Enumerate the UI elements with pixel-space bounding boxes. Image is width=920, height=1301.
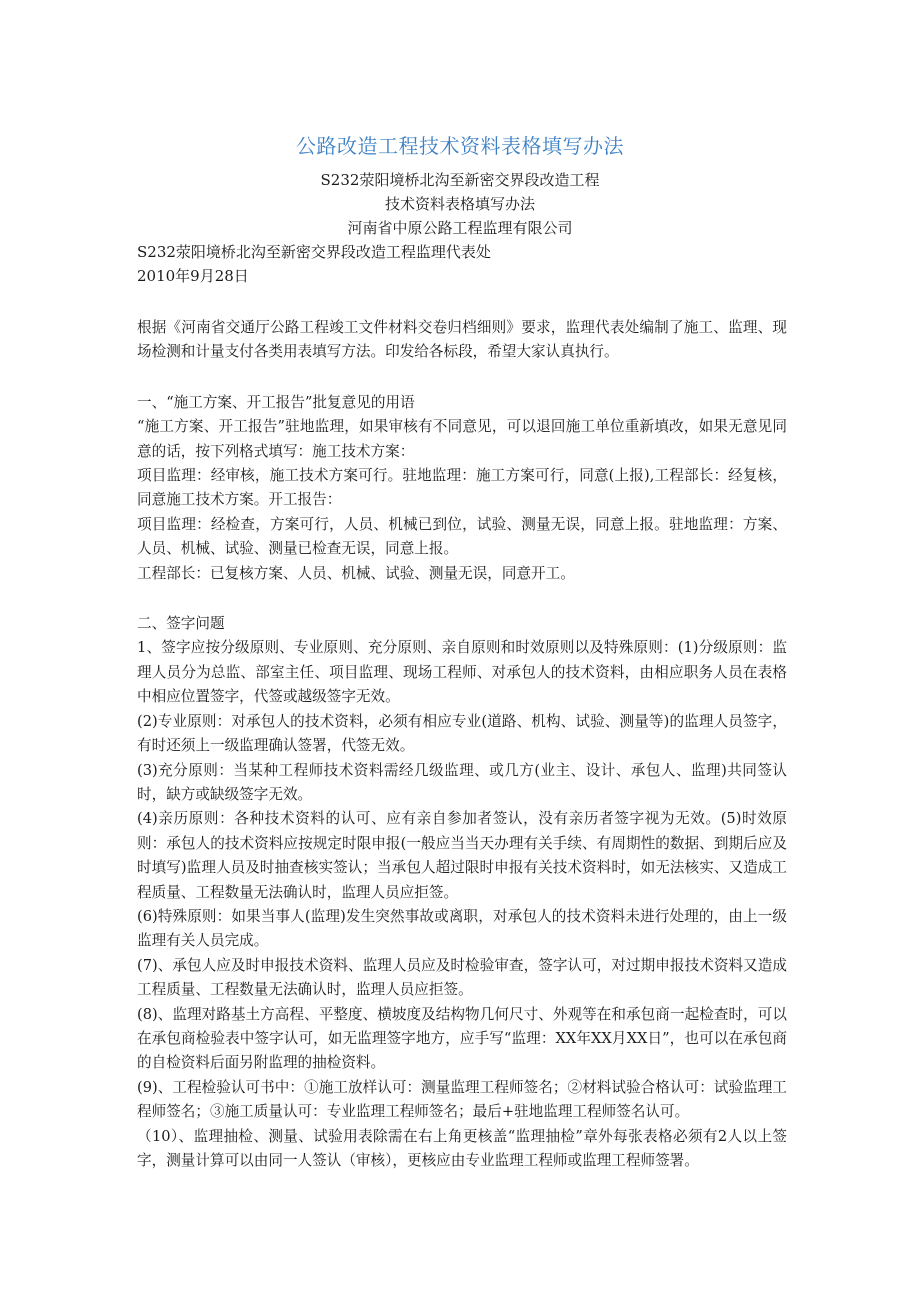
- section-2-item: （10）、监理抽检、测量、试验用表除需在右上角更核盖“监理抽检”章外每张表格必须有2人以上签字，测量计算可以由同一人签认（审核），更核应由专业监理工程师或监理工程师签署。: [137, 1127, 787, 1169]
- section-1-paragraph: 项目监理：经审核，施工技术方案可行。驻地监理：施工方案可行，同意(上报),工程部长：经复核，同意施工技术方案。开工报告：: [137, 467, 787, 509]
- section-2-item: (3)充分原则：当某种工程师技术资料需经几级监理、或几方(业主、设计、承包人、监理)共同签认时，缺方或缺级签字无效。: [137, 761, 787, 803]
- section-1-paragraph: 项目监理：经检查，方案可行，人员、机械已到位，试验、测量无误，同意上报。驻地监理：方案、人员、机械、试验、测量已检查无误，同意上报。: [137, 515, 787, 558]
- section-1-heading: 一、“施工方案、开工报告”批复意见的用语: [137, 393, 415, 411]
- document-date: 2010年9月28日: [137, 267, 249, 285]
- company-name: 河南省中原公路工程监理有限公司: [347, 219, 573, 237]
- office-name: S232荥阳境桥北沟至新密交界段改造工程监理代表处: [137, 243, 491, 261]
- section-2-heading: 二、签字问题: [137, 615, 225, 633]
- subtitle: 技术资料表格填写办法: [384, 195, 535, 213]
- section-2-item: 1、签字应按分级原则、专业原则、充分原则、亲自原则和时效原则以及特殊原则：(1)分级原则：监理人员分为总监、部室主任、项目监理、现场工程师、对承包人的技术资料，由相应职务人员在表格中相应位置签字，代签或越级签字无效。: [137, 639, 787, 706]
- section-2-item: (4)亲历原则：各种技术资料的认可、应有亲自参加者签认，没有亲历者签字视为无效。(5)时效原则：承包人的技术资料应按规定时限申报(一般应当当天办理有关手续、有周期性的数据、到期后应及时填写)监理人员及时抽查核实签认；当承包人超过限时申报有关技术资料时，如无法核实、又造成工程质量、工程数量无法确认时，监理人员应拒签。: [137, 810, 787, 901]
- section-2-item: (8)、监理对路基土方高程、平整度、横坡度及结构物几何尺寸、外观等在和承包商一起检查时，可以在承包商检验表中签字认可，如无监理签字地方，应手写“监理：XX年XX月XX日”，也可以在承包商的自检资料后面另附监理的抽检资料。: [137, 1005, 787, 1072]
- section-2-item: (9)、工程检验认可书中：①施工放样认可：测量监理工程师签名；②材料试验合格认可：试验监理工程师签名；③施工质量认可：专业监理工程师签名；最后+驻地监理工程师签名认可。: [137, 1078, 787, 1121]
- section-2-item: (7)、承包人应及时申报技术资料、监理人员应及时检验审查，签字认可，对过期申报技术资料又造成工程质量、工程数量无法确认时，监理人员应拒签。: [137, 956, 787, 999]
- project-name: S232荥阳境桥北沟至新密交界段改造工程: [320, 171, 600, 189]
- section-1-paragraph: “施工方案、开工报告”驻地监理，如果审核有不同意见，可以退回施工单位重新填改，如果无意见同意的话，按下列格式填写：施工技术方案：: [137, 418, 787, 460]
- section-2-item: (2)专业原则：对承包人的技术资料，必须有相应专业(道路、机构、试验、测量等)的监理人员签字，有时还须上一级监理确认签署，代签无效。: [137, 712, 787, 755]
- intro-paragraph: 根据《河南省交通厅公路工程竣工文件材料交卷归档细则》要求，监理代表处编制了施工、监理、现场检测和计量支付各类用表填写方法。印发给各标段，希望大家认真执行。: [137, 319, 787, 361]
- document-body: [137, 316, 787, 1173]
- section-1-paragraph: 工程部长：已复核方案、人员、机械、试验、测量无误，同意开工。: [137, 564, 575, 582]
- section-2-item: (6)特殊原则：如果当事人(监理)发生突然事故或离职，对承包人的技术资料未进行处理的，由上一级监理有关人员完成。: [137, 907, 787, 950]
- document-title: 公路改造工程技术资料表格填写办法: [296, 134, 624, 158]
